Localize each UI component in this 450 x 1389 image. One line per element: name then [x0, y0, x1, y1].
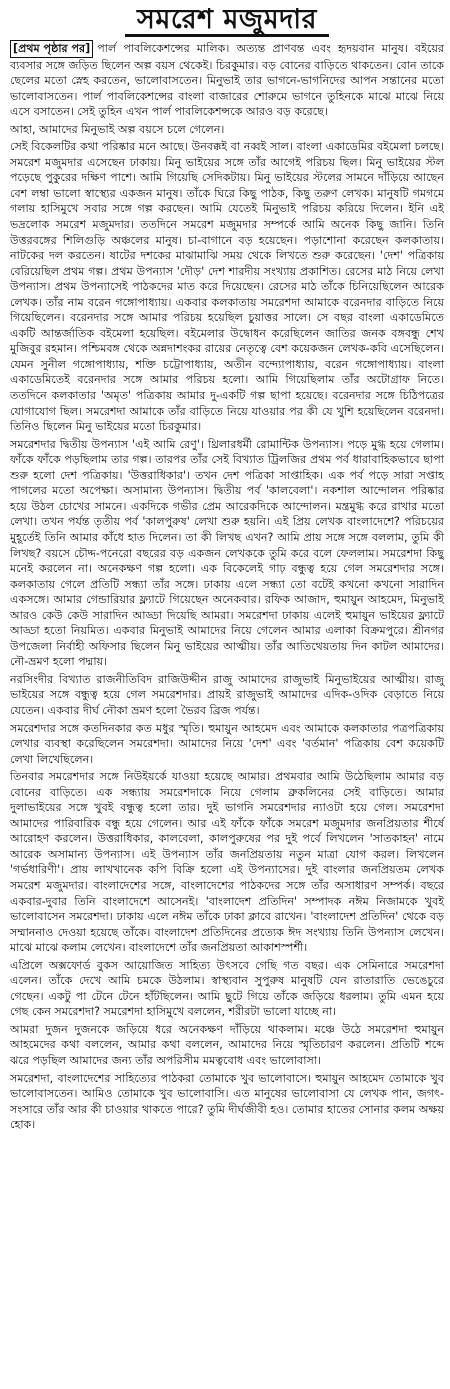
article-title: সমরেশ মজুমদার: [125, 6, 329, 37]
body-paragraph-5: নরসিংদীর বিখ্যাত রাজনীতিবিদ রাজিউদ্দীন রাজু আমাদের রাজুভাই মিনুভাইয়ের আত্মীয়। রাজু ভাইয়ের সঙ্গে বন্ধুত্ব হয়ে গেল সমরেশদার। প্রায়ই রাজুভাই আমাদের এদিক-ওদিক বেড়াতে নিয়ে যেতেন। একবার দীর্ঘ নৌকা ভ্রমণ হলো ভৈরব ব্রিজ পর্যন্ত।: [10, 672, 444, 717]
paragraph-text: পার্ল পাবলিকেশন্সের মালিক। অত্যন্ত প্রাণবন্ত এবং হৃদয়বান মানুষ। বইয়ের ব্যবসার সঙ্গে জড়িত ছিলেন অল্প বয়স থেকেই। চিরকুমার। বড় বোনের বাড়িতে থাকতেন। বোন তাকে ছেলের মতো স্নেহ করতেন, ভালোবাসতেন। মিনুভাই তার ভাগনে-ভাগনিদের আপন সন্তানের মতো ভালোবাসতেন। পার্ল পাবলিকেশন্সের বাংলা বাজারের শোরুমে ভাগনে তুহিনকে মাঝে মাঝে নিয়ে এসে বসাতেন। সেই তুহিন এখন পার্ল পাবলিকেশন্সকে আরও বড় করেছে।: [10, 42, 444, 119]
body-paragraph-2: আহা, আমাদের মিনুভাই অল্প বয়সে চলে গেলেন।: [10, 122, 225, 136]
continuation-tag: [প্রথম পৃষ্ঠার পর]: [10, 40, 93, 58]
article-body: [10, 40, 444, 1133]
body-paragraph-3: সেই বিকেলটির কথা পরিষ্কার মনে আছে। উনবক্কই বা নব্বই সাল। বাংলা একাডেমির বইমেলা চলছে। সমরেশ মজুমদার এসেছেন ঢাকায়। মিনু ভাইয়ের সঙ্গে তাঁর আগেই পরিচয় ছিল। মিনু ভাইয়ের স্টল পড়েছে পুকুরের দক্ষিণ পাশে। আমি গিয়েছি সেদিকটায়। মিনু ভাইয়ের স্টলের সামনে দাঁড়িয়ে আছেন বেশ লম্বা ভালো স্বাস্থ্যের একজন মানুষ। তাঁকে ঘিরে কিছু পাঠক, কিছু তরুণ লেখক। মানুষটি গমগমে গলায় হাসিমুখে সবার সঙ্গে গল্প করছেন। আমি যেতেই মিনুভাই পরিচয় করিয়ে দিলেন। ইনি এই ভদ্রলোক সমরেশ মজুমদার। ততদিনে সমরেশ মজুমদার সম্পর্কে আমি অনেক কিছু জানি। তিনি উত্তরবঙ্গের শিলিগুড়ি অঞ্চলের মানুষ। চা-বাগানে বড় হয়েছেন। পড়াশোনা করেছেন কলকাতায়। নাটকের দল করতেন। ষাটের দশকের মাঝামাঝি সময় থেকে লিখতে শুরু করেছেন। 'দেশ' পত্রিকায় বেরিয়েছিল প্রথম গল্প। প্রথম উপন্যাস 'দৌড়' দেশ শারদীয় সংখ্যায় প্রকাশিত। রেসের মাঠ নিয়ে লেখা উপন্যাস। প্রথম উপন্যাসেই পাঠকদের মাত করে দিয়েছেন। রেসের মাঠ তাঁকে চিনিয়েছিলেন আরেক লেখক। তাঁর নাম বরেন গঙ্গোপাধ্যায়। একবার কলকাতায় সমরেশদা আমাকে বরেনদার বাড়িতে নিয়ে গিয়েছিলেন। বরেনদার সঙ্গে আমার পরিচয় হয়েছিল চুয়াত্তর সালে। সে বছর বাংলা একাডেমিতে একটি আন্তর্জাতিক বইমেলা হয়েছিল। বইমেলার উদ্বোধন করেছিলেন জাতির জনক বঙ্গবন্ধু শেখ মুজিবুর রহমান। পশ্চিমবঙ্গ থেকে অন্নদাশংকর রায়ের নেতৃত্বে বেশ কয়েকজন লেখক-কবি এসেছিলেন। যেমন সুনীল গঙ্গোপাধ্যায়, শক্তি চট্টোপাধ্যায়, অতীন বন্দ্যোপাধ্যায়, বরেন গঙ্গোপাধ্যায়। বাংলা একাডেমিতেই বরেনদার সঙ্গে আমার পরিচয় হলো। আমি গিয়েছিলাম তাঁর অটোগ্রাফ নিতে। ততদিনে কলকাতার 'অমৃত' পত্রিকায় আমার দু-একটি গল্প ছাপা হয়েছে। বরেনদার সঙ্গে চিঠিপত্রের যোগাযোগ ছিল। সমরেশদা আমাকে তাঁর বাড়িতে নিয়ে যাওয়ার পর কী যে খুশি হয়েছিলেন বরেনদা। তিনিও ছিলেন মিনু ভাইয়ের মতো চিরকুমার।: [10, 140, 444, 434]
body-paragraph-1: [10, 40, 444, 120]
body-paragraph-6: সমরেশদার সঙ্গে কতদিনকার কত মধুর স্মৃতি। হুমায়ুন আহমেদ এবং আমাকে কলকাতার পত্রপত্রিকায় লেখার ব্যবস্থা করেছিলেন সমরেশদা। আমাদের নিয়ে 'দেশ' এবং 'বর্তমান' পত্রিকায় বেশ কয়েকটি লেখা লিখেছিলেন।: [10, 721, 444, 766]
body-paragraph-10: সমরেশদা, বাংলাদেশের সাহিত্যের পাঠকরা তোমাকে খুব ভালোবাসে। হুমায়ুন আহমেদ তোমাকে খুব ভালোবাসতেন। আমিও তোমাকে খুব ভালোবাসি। এত মানুষের ভালোবাসা যে লেখক পান, জগৎ-সংসারে তাঁর আর কী চাওয়ার থাকতে পারে? তুমি দীর্ঘজীবী হও। তোমার হাতের সোনার কলম অক্ষয় হোক।: [10, 1071, 444, 1132]
body-paragraph-4: সমরেশদার দ্বিতীয় উপন্যাস 'এই আমি রেণু'। থ্রিলারধর্মী রোমান্টিক উপন্যাস। পড়ে মুগ্ধ হয়ে গেলাম। ফাঁকে ফাঁকে পড়ছিলাম তার গল্প। তারপর তাঁর সেই বিখ্যাত ট্রিলজির প্রথম পর্ব ধারাবাহিকভাবে ছাপা শুরু হলো দেশ পত্রিকায়। 'উত্তরাধিকার'। তখন দেশ পত্রিকা সাপ্তাহিক। এক পর্ব পড়ে সারা সপ্তাহ পাগলের মতো অপেক্ষা। অসামান্য উপন্যাস। দ্বিতীয় পর্ব 'কালবেলা'। নকশাল আন্দোলন পরিষ্কার হয়ে উঠল চোখের সামনে। একদিকে গভীর প্রেম আরেকদিকে আন্দোলন। মন্ত্রমুগ্ধ করে রাখার মতো লেখা। তখন পর্যন্ত তৃতীয় পর্ব 'কালপুরুষ' লেখা শুরু হয়নি। এই প্রিয় লেখক বাংলাদেশে? পরিচয়ের মুহূর্তেই তিনি আমার কাঁধে হাত দিলেন। তা কী লিখছ এখন? আমি প্রায় সঙ্গে সঙ্গে বললাম, তুমি কী লিখছ? বয়সে চৌদ্দ-পনেরো বছরের বড় একজন লেখককে তুমি করে বলে ফেললাম। সমরেশদা কিছু মনেই করলেন না। অনেকক্ষণ গল্প হলো। এক বিকেলেই গাঢ় বন্ধুত্ব হয়ে গেল সমরেশদার সঙ্গে। কলকাতায় গেলে প্রতিটি সন্ধ্যা তাঁর সঙ্গে। ঢাকায় এলে সন্ধ্যা তো বটেই কখনো কখনো সারাদিন একসঙ্গে। আমার গেন্ডারিয়ার ফ্ল্যাটে গিয়েছেন অনেকবার। রফিক আজাদ, হুমায়ুন আহমেদ, মিনুভাই আরও কেউ কেউ সারাদিন আড্ডা দিয়েছি আমরা। সমরেশদা ঢাকায় এলেই হুমায়ুন ভাইয়ের ফ্ল্যাটে আড্ডা হতো নিয়মিত। একবার মিনুভাই আমাদের নিয়ে গেলেন আমার এলাকা বিক্রমপুরে। শ্রীনগর উপজেলা নির্বাহী অফিসার ছিলেন মিনু ভাইয়ের আত্মীয়। তাঁর আতিথেয়তায় দিন কাটল আমাদের। নৌ-ভ্রমণ হলো পদ্মায়।: [10, 437, 444, 669]
body-paragraph-9: আমরা দুজন দুজনকে জড়িয়ে ধরে অনেকক্ষণ দাঁড়িয়ে থাকলাম। মঞ্চে উঠে সমরেশদা হুমায়ুন আহমেদের কথা বললেন, আমার কথা বললেন, আমাদের নিয়ে স্মৃতিচারণ করলেন। প্রতিটি শব্দে ঝরে পড়ছিল আমাদের জন্য তাঁর অপরিসীম মমত্ববোধ এবং ভালোবাসা।: [10, 1022, 444, 1067]
body-paragraph-8: এপ্রিলে অক্সফোর্ড বুকস আয়োজিত সাহিত্য উৎসবে গেছি গত বছর। এক সেমিনারে সমরেশদা এলেন। তাঁকে দেখে আমি চমকে উঠলাম। স্বাস্থ্যবান সুপুরুষ মানুষটি যেন রাতারাতি ভেঙেচুরে গেছেন। একটু পা টেনে টেনে হাঁটছিলেন। আমি ছুটে গিয়ে তাঁকে জড়িয়ে ধরলাম। তুমি এমন হয়ে গেছ কেন সমরেশদা? সমরেশদা হাসিমুখে বললেন, শরীরটা ভালো যাচ্ছে না।: [10, 958, 444, 1019]
article-header: [10, 0, 444, 40]
body-paragraph-7: তিনবার সমরেশদার সঙ্গে নিউইয়র্কে যাওয়া হয়েছে আমার। প্রথমবার আমি উঠেছিলাম আমার বড় বোনের বাড়িতে। এক সন্ধ্যায় সমরেশদাকে নিয়ে গেলাম ব্রুকলিনের সেই বাড়িতে। আমার দুলাভাইয়ের সঙ্গে খুবই বন্ধুত্ব হলো তার। দুই ভাগনি সমরেশদার ন্যাওটা হয়ে গেল। সমরেশদা আমাদের পারিবারিক বন্ধু হয়ে গেলেন। আর এই ফাঁকে ফাঁকে সমরেশ মজুমদার জনপ্রিয়তার শীর্ষে আরোহণ করলেন। উত্তরাধিকার, কালবেলা, কালপুরুষের পর দুই পর্বে লিখলেন 'সাতকাহন' নামে আরেক অসামান্য উপন্যাস। এই উপন্যাস তাঁর জনপ্রিয়তায় নতুন মাত্রা যোগ করল। লিখলেন 'গর্ভধারিণী'। প্রায় লাখখানেক কপি বিক্রি হলো এই উপন্যাসের। দুই বাংলার জনপ্রিয়তম লেখক সমরেশ মজুমদার। বাংলাদেশের সঙ্গে, বাংলাদেশের পাঠকদের সঙ্গে তাঁর অসাধারণ সম্পর্ক। বছরে একবার-দুবার তিনি বাংলাদেশে আসেনই। 'বাংলাদেশ প্রতিদিন' সম্পাদক নঈম নিজামকে খুবই ভালোবাসেন সমরেশদা। ঢাকায় এলে নঈম তাঁকে ঢাকা ক্লাবে রাখেন। 'বাংলাদেশ প্রতিদিন' থেকে বড় সম্মাননাও দেওয়া হয়েছে তাঁকে। বাংলাদেশ প্রতিদিনের প্রত্যেক ঈদ সংখ্যায় তিনি উপন্যাস লেখেন। মাঝে মাঝে কলাম লেখেন। বাংলাদেশে তাঁর জনপ্রিয়তা আকাশস্পর্শী।: [10, 770, 444, 955]
